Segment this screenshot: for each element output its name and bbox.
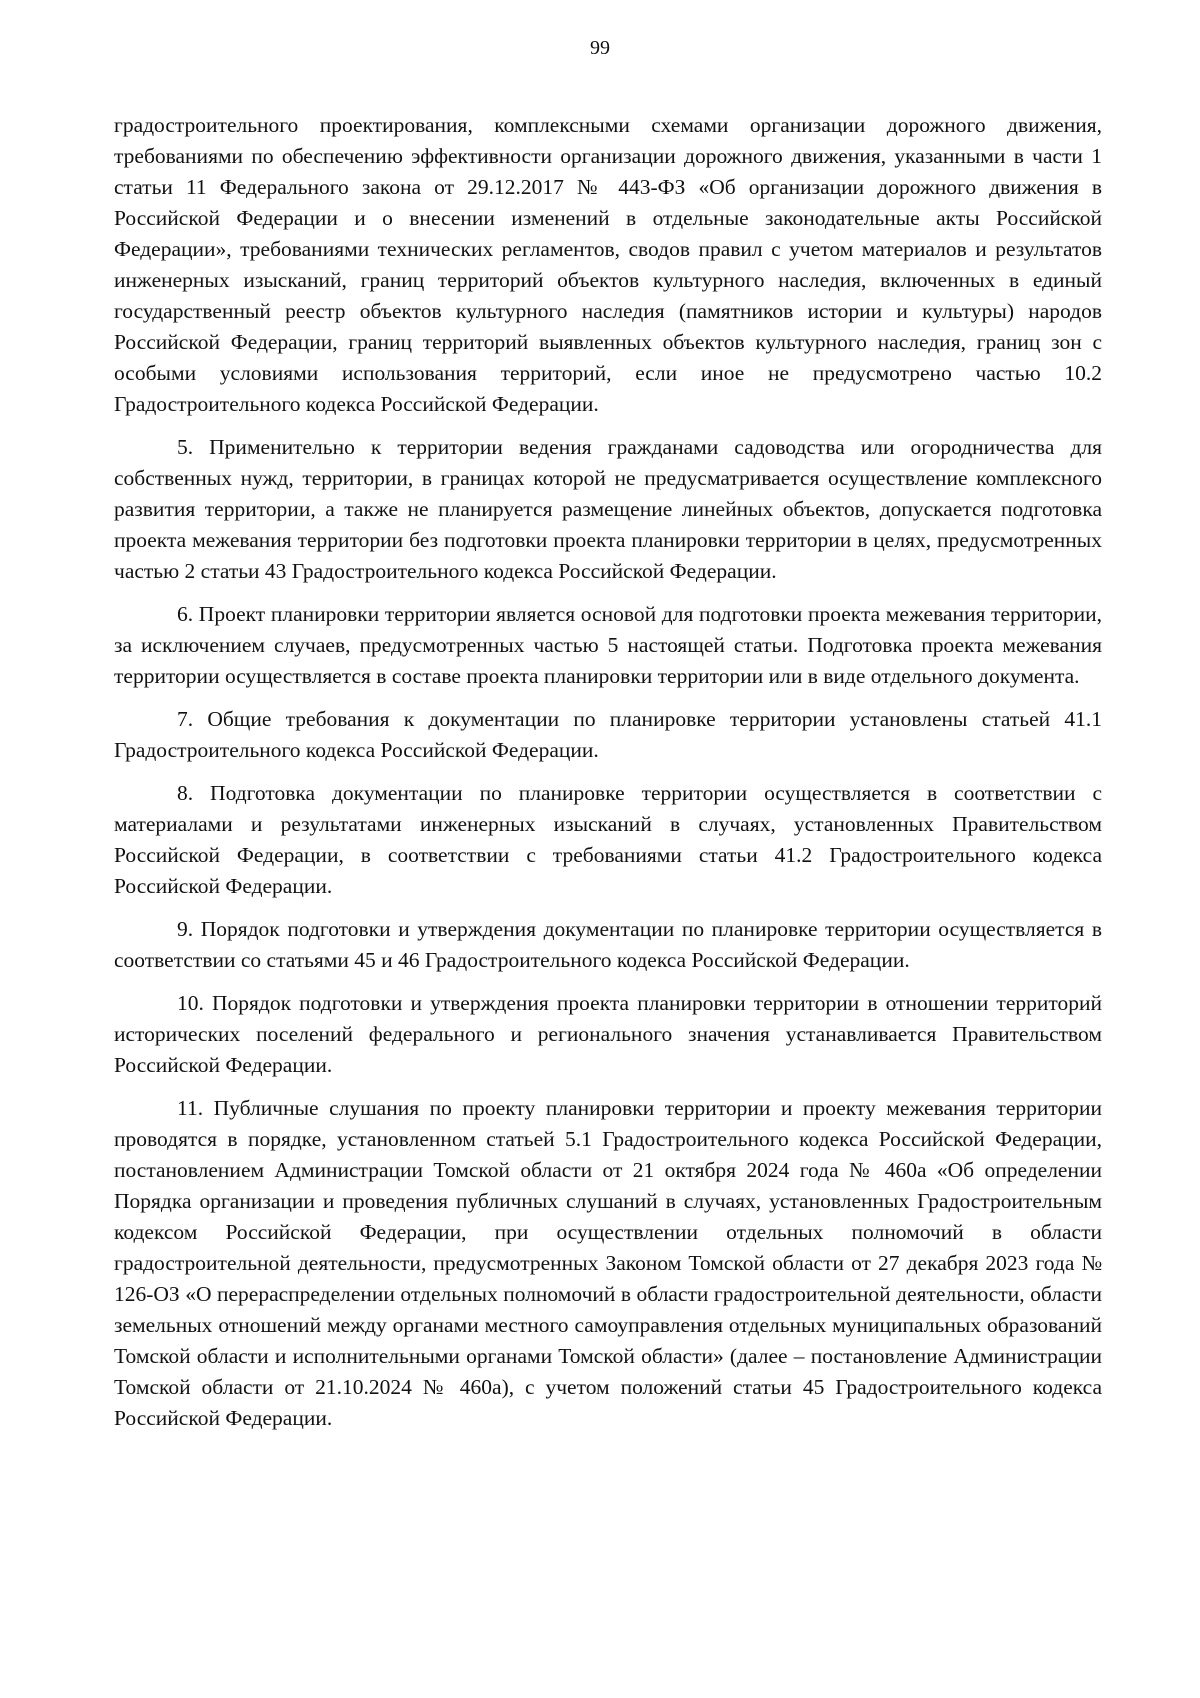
paragraph-item-9: 9. Порядок подготовки и утверждения документации по планировке территории осуществляется в соответствии со статьями 45 и 46 Градостроительного кодекса Российской Федерации.: [114, 917, 1102, 972]
paragraph-item-11: 11. Публичные слушания по проекту планировки территории и проекту межевания территории проводятся в порядке, установленном статьей 5.1 Градостроительного кодекса Российской Федерации, постановлением Администрации Томской области от 21 октября 2024 года № 460а «Об определении Порядка организации и проведения публичных слушаний в случаях, установленных Градостроительным кодексом Российской Федерации, при осуществлении отдельных полномочий в области градостроительной деятельности, предусмотренных Законом Томской области от 27 декабря 2023 года № 126-ОЗ «О перераспределении отдельных полномочий в области градостроительной деятельности, области земельных отношений между органами местного самоуправления отдельных муниципальных образований Томской области и исполнительными органами Томской области» (далее – постановление Администрации Томской области от 21.10.2024 № 460а), с учетом положений статьи 45 Градостроительного кодекса Российской Федерации.: [114, 1096, 1102, 1430]
paragraph-item-6: 6. Проект планировки территории является основой для подготовки проекта межевания территории, за исключением случаев, предусмотренных частью 5 настоящей статьи. Подготовка проекта межевания территории осуществляется в составе проекта планировки территории или в виде отдельного документа.: [114, 602, 1102, 688]
paragraph-continuation: градостроительного проектирования, комплексными схемами организации дорожного движения, требованиями по обеспечению эффективности организации дорожного движения, указанными в части 1 статьи 11 Федерального закона от 29.12.2017 № 443-ФЗ «Об организации дорожного движения в Российской Федерации и о внесении изменений в отдельные законодательные акты Российской Федерации», требованиями технических регламентов, сводов правил с учетом материалов и результатов инженерных изысканий, границ территорий объектов культурного наследия, включенных в единый государственный реестр объектов культурного наследия (памятников истории и культуры) народов Российской Федерации, границ территорий выявленных объектов культурного наследия, границ зон с особыми условиями использования территорий, если иное не предусмотрено частью 10.2 Градостроительного кодекса Российской Федерации.: [114, 113, 1102, 416]
paragraph-item-7: 7. Общие требования к документации по планировке территории установлены статьей 41.1 Градостроительного кодекса Российской Федерации.: [114, 707, 1102, 762]
paragraph-item-10: 10. Порядок подготовки и утверждения проекта планировки территории в отношении территорий исторических поселений федерального и регионального значения устанавливается Правительством Российской Федерации.: [114, 991, 1102, 1077]
document-body: [114, 110, 1102, 1446]
page-number: 99: [590, 37, 610, 59]
paragraph-item-8: 8. Подготовка документации по планировке территории осуществляется в соответствии с материалами и результатами инженерных изысканий в случаях, установленных Правительством Российской Федерации, в соответствии с требованиями статьи 41.2 Градостроительного кодекса Российской Федерации.: [114, 781, 1102, 898]
paragraph-item-5: 5. Применительно к территории ведения гражданами садоводства или огородничества для собственных нужд, территории, в границах которой не предусматривается осуществление комплексного развития территории, а также не планируется размещение линейных объектов, допускается подготовка проекта межевания территории без подготовки проекта планировки территории в целях, предусмотренных частью 2 статьи 43 Градостроительного кодекса Российской Федерации.: [114, 435, 1102, 583]
